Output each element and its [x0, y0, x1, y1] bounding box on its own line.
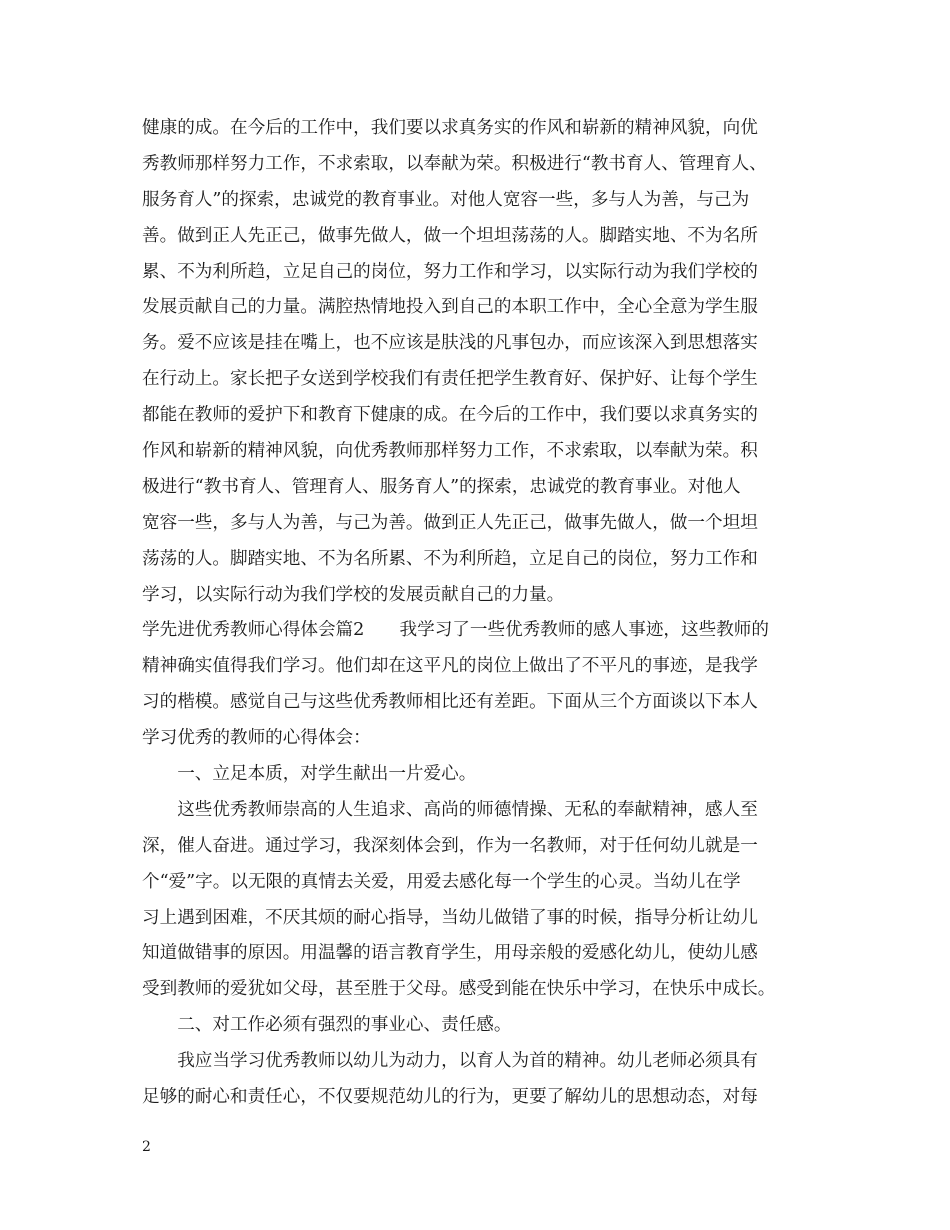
text-line: 极进行“教书育人、管理育人、服务育人”的探索，忠诚党的教育事业。对他人 — [142, 476, 741, 497]
text-line: 受到教师的爱犹如父母，甚至胜于父母。感受到能在快乐中学习，在快乐中成长。 — [142, 979, 776, 1000]
text-line: 作风和崭新的精神风貌，向优秀教师那样努力工作，不求索取，以奉献为荣。积 — [142, 441, 758, 462]
subheading-line: 二、对工作必须有强烈的事业心、责任感。 — [142, 1015, 512, 1036]
text-line: 发展贡献自己的力量。满腔热情地投入到自己的本职工作中，全心全意为学生服 — [142, 297, 758, 318]
text-line: 荡荡的人。脚踏实地、不为名所累、不为利所趋，立足自己的岗位，努力工作和 — [142, 548, 758, 569]
text-line: 个“爱”字。以无限的真情去关爱，用爱去感化每一个学生的心灵。当幼儿在学 — [142, 871, 741, 892]
text-line: 精神确实值得我们学习。他们却在这平凡的岗位上做出了不平凡的事迹，是我学 — [142, 656, 758, 677]
text-line: 学习优秀的教师的心得体会： — [142, 728, 371, 749]
document-body — [142, 111, 812, 1116]
text-line: 知道做错事的原因。用温馨的语言教育学生，用母亲般的爱感化幼儿，使幼儿感 — [142, 943, 758, 964]
text-line: 足够的耐心和责任心，不仅要规范幼儿的行为，更要了解幼儿的思想动态，对每 — [142, 1087, 758, 1108]
text-line: 学习，以实际行动为我们学校的发展贡献自己的力量。 — [142, 584, 565, 605]
text-line: 我应当学习优秀教师以幼儿为动力，以育人为首的精神。幼儿老师必须具有 — [142, 1051, 758, 1072]
section-heading-line: 学先进优秀教师心得体会篇2 我学习了一些优秀教师的感人事迹，这些教师的 — [142, 620, 769, 641]
text-line: 都能在教师的爱护下和教育下健康的成。在今后的工作中，我们要以求真务实的 — [142, 405, 758, 426]
subheading-line: 一、立足本质，对学生献出一片爱心。 — [142, 764, 477, 785]
text-line: 累、不为利所趋，立足自己的岗位，努力工作和学习，以实际行动为我们学校的 — [142, 261, 758, 282]
text-line: 习的楷模。感觉自己与这些优秀教师相比还有差距。下面从三个方面谈以下本人 — [142, 692, 758, 713]
text-line: 这些优秀教师崇高的人生追求、高尚的师德情操、无私的奉献精神，感人至 — [142, 799, 758, 820]
text-line: 善。做到正人先正己，做事先做人，做一个坦坦荡荡的人。脚踏实地、不为名所 — [142, 225, 758, 246]
text-line: 深，催人奋进。通过学习，我深刻体会到，作为一名教师，对于任何幼儿就是一 — [142, 835, 758, 856]
text-line: 习上遇到困难，不厌其烦的耐心指导，当幼儿做错了事的时候，指导分析让幼儿 — [142, 907, 758, 928]
text-line: 宽容一些，多与人为善，与己为善。做到正人先正己，做事先做人，做一个坦坦 — [142, 512, 758, 533]
text-line: 务。爱不应该是挂在嘴上，也不应该是肤浅的凡事包办，而应该深入到思想落实 — [142, 333, 758, 354]
text-line: 健康的成。在今后的工作中，我们要以求真务实的作风和崭新的精神风貌，向优 — [142, 118, 758, 138]
text-line: 秀教师那样努力工作，不求索取，以奉献为荣。积极进行“教书育人、管理育人、 — [142, 153, 767, 174]
text-line: 在行动上。家长把子女送到学校我们有责任把学生教育好、保护好、让每个学生 — [142, 369, 758, 390]
page-number: 2 — [142, 1139, 151, 1155]
text-line: 服务育人”的探索，忠诚党的教育事业。对他人宽容一些，多与人为善，与己为 — [142, 189, 750, 210]
